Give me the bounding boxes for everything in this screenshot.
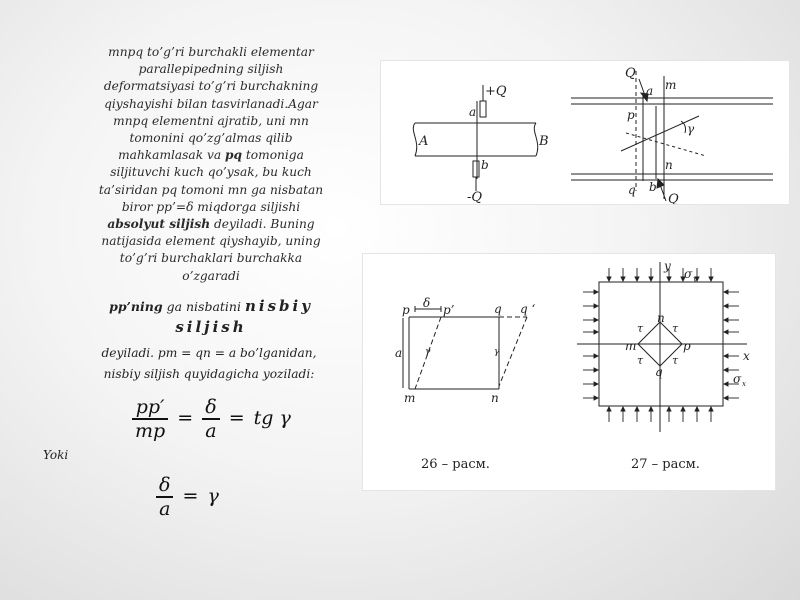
label-x-axis: x	[743, 349, 750, 363]
formula-den: a	[205, 420, 217, 442]
label-b2: b	[649, 180, 657, 194]
paragraph-part-2: tomoniga siljituvchi kuch qo’ysak, bu kuch ta’siridan pq tomoni mn ga nisbatan biror pp’=δ miqdorga siljishi	[98, 148, 324, 214]
stress-arrowhead	[621, 277, 625, 281]
label-tau-3: τ	[637, 354, 644, 367]
stress-arrowhead	[724, 318, 728, 322]
label-m: m	[665, 78, 677, 92]
formula-gamma	[156, 474, 219, 520]
stress-diagram	[363, 254, 775, 490]
stress-arrowhead	[635, 407, 639, 411]
label-a: a	[469, 105, 477, 119]
caption-fig26: 26 – расм.	[421, 457, 490, 472]
stress-arrowhead	[724, 304, 728, 308]
equals-sign: =	[228, 407, 245, 429]
stress-arrowhead	[649, 407, 653, 411]
formula-rhs: γ	[207, 485, 219, 507]
label-minus-Q: -Q	[467, 190, 483, 204]
label-n-fig27: n	[657, 311, 665, 325]
label-sigma-y: σ	[684, 267, 693, 281]
shear-diagram	[381, 61, 789, 204]
label-gamma-right: γ	[494, 347, 500, 357]
label-tau-1: τ	[637, 322, 644, 335]
shear-diagram-panel	[380, 60, 790, 205]
description-paragraph	[92, 44, 330, 285]
label-p-prime: p’	[443, 303, 455, 317]
label-A: A	[419, 134, 429, 149]
stress-arrowhead	[724, 330, 728, 334]
stress-arrowhead	[621, 407, 625, 411]
stress-arrowhead	[594, 330, 598, 334]
fraction-pp-mp	[132, 396, 168, 442]
label-Q-bottom: Q	[668, 192, 679, 204]
stress-arrowhead	[594, 382, 598, 386]
label-gamma: γ	[687, 122, 695, 136]
paragraph-part-1: mnpq to’g’ri burchakli elementar parallepipedning siljish deformatsiyasi to’g’ri burchakning qiyshayishi bilan tasvirlanadi.Agar mnpq elementni ajratib, uni mn tomonini qo’zg’almas qilib mahkamlasak va	[103, 45, 319, 163]
paragraph-part-3: deyiladi. Buning natijasida element qiyshayib, uning to’g’ri burchaklari burchakka o’zgaradi	[101, 217, 321, 283]
stress-arrowhead	[709, 277, 713, 281]
stress-arrowhead	[594, 368, 598, 372]
label-m-fig27: m	[625, 339, 637, 353]
label-n: n	[665, 158, 673, 172]
label-B: B	[539, 134, 549, 149]
after-text	[78, 343, 340, 385]
line-deyiladi: deyiladi. pm = qn = a bo’lganidan,	[101, 346, 317, 360]
relative-shift-line	[92, 296, 330, 338]
stress-diagram-panel	[362, 253, 776, 491]
stress-arrowhead	[607, 407, 611, 411]
label-y-axis: y	[664, 259, 671, 273]
pp-lead: pp’ning	[109, 299, 163, 314]
label-gamma-left: γ	[425, 347, 431, 357]
stress-arrowhead	[667, 407, 671, 411]
stress-arrowhead	[709, 407, 713, 411]
stress-arrowhead	[724, 368, 728, 372]
stress-arrowhead	[724, 290, 728, 294]
equals-sign: =	[182, 485, 199, 507]
stress-arrowhead	[594, 304, 598, 308]
formula-num: δ	[156, 474, 173, 498]
label-tau-2: τ	[672, 322, 679, 335]
label-a-fig26: a	[395, 346, 403, 360]
pp-mid: ga nisbatini	[166, 299, 241, 314]
label-b: b	[481, 158, 489, 172]
stress-arrowhead	[695, 407, 699, 411]
stress-arrowhead	[607, 277, 611, 281]
stress-arrowhead	[594, 290, 598, 294]
label-sigma-y-sub: y	[693, 275, 697, 283]
label-q: q	[628, 183, 636, 197]
formula-num: pp′	[132, 396, 168, 420]
equals-sign: =	[177, 407, 194, 429]
label-p-fig27: p	[683, 339, 691, 353]
label-q-fig26: q	[494, 302, 502, 316]
label-tau-4: τ	[672, 354, 679, 367]
fraction-delta-a	[202, 396, 219, 442]
stress-arrowhead	[594, 396, 598, 400]
label-q-prime: q ‘	[520, 302, 536, 316]
pq-bold: pq	[224, 148, 243, 163]
label-plus-Q: +Q	[485, 84, 507, 99]
formula-shear-ratio	[132, 396, 291, 442]
stress-arrowhead	[724, 396, 728, 400]
label-a2: a	[646, 84, 654, 98]
label-Q-top: Q	[625, 66, 636, 81]
fraction-delta-a	[156, 474, 173, 520]
label-delta: δ	[423, 296, 431, 310]
label-p: p	[627, 108, 635, 122]
formula-den: a	[159, 498, 171, 520]
line-nisbiy: nisbiy siljish quyidagicha yoziladi:	[103, 367, 315, 381]
absolute-shift-term: absolyut siljish	[107, 217, 211, 232]
stress-arrowhead	[724, 382, 728, 386]
stress-arrowhead	[594, 354, 598, 358]
stress-arrowhead	[649, 277, 653, 281]
stress-arrowhead	[724, 354, 728, 358]
stress-arrowhead	[635, 277, 639, 281]
stress-arrowhead	[681, 407, 685, 411]
label-n-fig26: n	[491, 391, 499, 405]
label-p-fig26: p	[402, 303, 410, 317]
relative-shift-term: nisbiy siljish	[175, 297, 313, 336]
label-sigma-x: σ	[733, 372, 742, 386]
formula-rhs: tg γ	[253, 407, 291, 429]
label-q-fig27: q	[655, 365, 663, 379]
stress-arrowhead	[594, 318, 598, 322]
formula-den: mp	[135, 420, 166, 442]
label-sigma-x-sub: x	[742, 380, 746, 388]
yoki-label: Yoki	[43, 448, 69, 462]
formula-num: δ	[202, 396, 219, 420]
caption-fig27: 27 – расм.	[631, 457, 700, 472]
label-m-fig26: m	[404, 391, 416, 405]
stress-arrowhead	[667, 277, 671, 281]
